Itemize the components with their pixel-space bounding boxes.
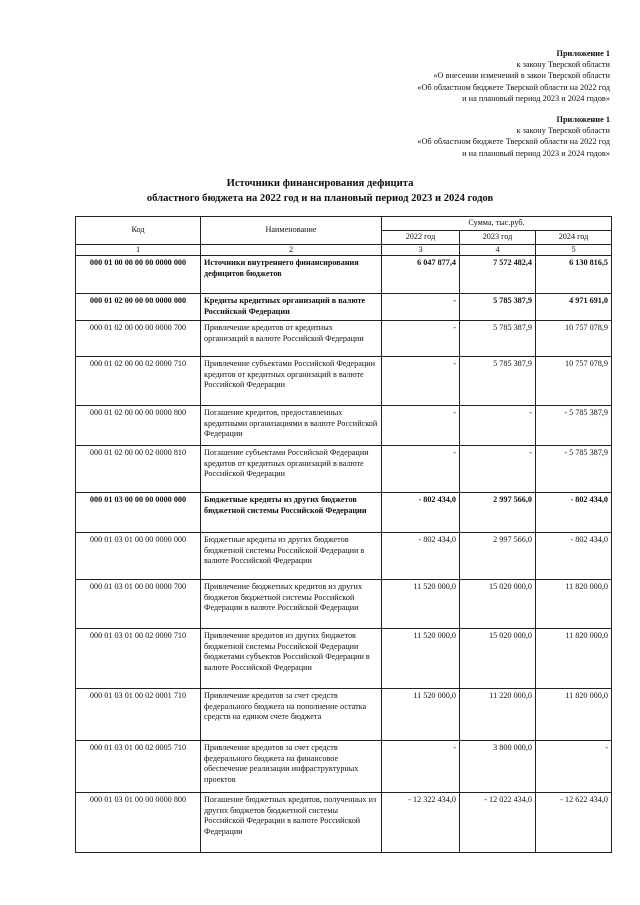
table-row <box>76 320 612 356</box>
column-number: 2 <box>201 244 382 255</box>
row-value-2023: 2 997 566,0 <box>460 492 536 532</box>
row-value-2023: 2 997 566,0 <box>460 532 536 579</box>
document-title-line-2: областного бюджета на 2022 год и на плановый период 2023 и 2024 годов <box>146 193 494 204</box>
row-name: Привлечение кредитов от кредитных организаций в валюте Российской Федерации <box>201 320 382 356</box>
column-number: 4 <box>460 244 536 255</box>
row-name: Погашение кредитов, предоставленных кредитными организациями в валюте Российской Федерации <box>201 405 382 445</box>
row-value-2022: - <box>382 445 460 492</box>
appendix-title: Приложение 1 <box>556 49 610 58</box>
row-value-2024: - 802 434,0 <box>536 492 612 532</box>
appendix-line: к закону Тверской области <box>516 60 610 70</box>
row-name: Погашение бюджетных кредитов, полученных из других бюджетов бюджетной системы Российской Федерации в валюте Российской Федерации <box>201 792 382 852</box>
table-row <box>76 792 612 852</box>
row-value-2023: 5 785 387,9 <box>460 320 536 356</box>
row-name: Привлечение кредитов за счет средств федерального бюджета на пополнение остатка средств на едином счете бюджета <box>201 688 382 740</box>
row-value-2023: 3 800 000,0 <box>460 740 536 792</box>
table-row <box>76 356 612 405</box>
appendix-line: «Об областном бюджете Тверской области на 2022 год <box>417 137 610 147</box>
header-code: Код <box>76 217 201 245</box>
header-2022: 2022 год <box>382 230 460 244</box>
row-value-2022: - 12 322 434,0 <box>382 792 460 852</box>
row-code: 000 01 02 00 00 02 0000 810 <box>76 445 201 492</box>
appendix-line: и на плановый период 2023 и 2024 годов» <box>462 93 610 103</box>
table-row <box>76 293 612 320</box>
header-sum: Сумма, тыс.руб. <box>382 217 612 231</box>
row-value-2024: 6 130 816,5 <box>536 255 612 293</box>
row-value-2022: 11 520 000,0 <box>382 579 460 628</box>
appendix-line: и на плановый период 2023 и 2024 годов» <box>462 148 610 158</box>
header-2023: 2023 год <box>460 230 536 244</box>
row-code: 000 01 03 00 00 00 0000 000 <box>76 492 201 532</box>
row-value-2024: 11 820 000,0 <box>536 688 612 740</box>
row-value-2024: - 12 622 434,0 <box>536 792 612 852</box>
row-value-2024: 10 757 078,9 <box>536 320 612 356</box>
row-code: 000 01 03 01 00 00 0000 800 <box>76 792 201 852</box>
row-value-2023: 5 785 387,9 <box>460 293 536 320</box>
row-value-2023: - <box>460 445 536 492</box>
row-value-2022: - <box>382 405 460 445</box>
row-value-2022: 11 520 000,0 <box>382 688 460 740</box>
row-name: Привлечение субъектами Российской Федерации кредитов от кредитных организаций в валюте Российской Федерации <box>201 356 382 405</box>
table-row <box>76 579 612 628</box>
row-code: 000 01 03 01 00 02 0005 710 <box>76 740 201 792</box>
document-title-line-1: Источники финансирования дефицита <box>226 178 414 189</box>
row-value-2024: - 802 434,0 <box>536 532 612 579</box>
row-value-2023: 15 020 000,0 <box>460 628 536 688</box>
row-value-2023: 7 572 482,4 <box>460 255 536 293</box>
row-name: Бюджетные кредиты из других бюджетов бюджетной системы Российской Федерации <box>201 492 382 532</box>
row-name: Погашение субъектами Российской Федерации кредитов от кредитных организаций в валюте Российской Федерации <box>201 445 382 492</box>
row-value-2022: - <box>382 293 460 320</box>
row-value-2024: 11 820 000,0 <box>536 579 612 628</box>
table-row <box>76 688 612 740</box>
column-number: 5 <box>536 244 612 255</box>
table-row <box>76 492 612 532</box>
row-code: 000 01 03 01 00 00 0000 000 <box>76 532 201 579</box>
row-code: 000 01 02 00 00 00 0000 800 <box>76 405 201 445</box>
appendix-line: «О внесении изменений в закон Тверской области <box>433 71 610 81</box>
row-value-2023: 5 785 387,9 <box>460 356 536 405</box>
row-value-2023: - <box>460 405 536 445</box>
appendix-line: к закону Тверской области <box>516 126 610 136</box>
row-code: 000 01 03 01 00 02 0000 710 <box>76 628 201 688</box>
row-name: Кредиты кредитных организаций в валюте Российской Федерации <box>201 293 382 320</box>
table-row <box>76 628 612 688</box>
header-name: Наименование <box>201 217 382 245</box>
row-value-2022: - 802 434,0 <box>382 492 460 532</box>
row-name: Привлечение кредитов за счет средств федерального бюджета на финансовое обеспечение реализации инфраструктурных проектов <box>201 740 382 792</box>
appendix-line: «Об областном бюджете Тверской области на 2022 год <box>417 82 610 92</box>
appendix-header-amended <box>417 48 610 104</box>
document-title <box>0 176 640 206</box>
row-value-2022: 6 047 877,4 <box>382 255 460 293</box>
row-name: Привлечение кредитов из других бюджетов бюджетной системы Российской Федерации бюджетами субъектов Российской Федерации в валюте Российской Федерации <box>201 628 382 688</box>
row-value-2022: - <box>382 740 460 792</box>
row-code: 000 01 02 00 00 00 0000 000 <box>76 293 201 320</box>
row-value-2022: - <box>382 320 460 356</box>
row-name: Привлечение бюджетных кредитов из других бюджетов бюджетной системы Российской Федерации в валюте Российской Федерации <box>201 579 382 628</box>
column-number: 1 <box>76 244 201 255</box>
row-value-2022: - 802 434,0 <box>382 532 460 579</box>
row-value-2024: - 5 785 387,9 <box>536 445 612 492</box>
table-body <box>76 255 612 852</box>
row-code: 000 01 02 00 00 02 0000 710 <box>76 356 201 405</box>
financing-sources-table <box>75 216 612 853</box>
row-code: 000 01 03 01 00 00 0000 700 <box>76 579 201 628</box>
row-value-2022: 11 520 000,0 <box>382 628 460 688</box>
row-value-2023: 11 220 000,0 <box>460 688 536 740</box>
table-row <box>76 740 612 792</box>
table-row <box>76 255 612 293</box>
row-value-2023: - 12 022 434,0 <box>460 792 536 852</box>
row-value-2024: 4 971 691,0 <box>536 293 612 320</box>
column-number: 3 <box>382 244 460 255</box>
row-value-2022: - <box>382 356 460 405</box>
row-value-2024: - <box>536 740 612 792</box>
table-row <box>76 532 612 579</box>
row-code: 000 01 02 00 00 00 0000 700 <box>76 320 201 356</box>
row-code: 000 01 00 00 00 00 0000 000 <box>76 255 201 293</box>
row-name: Бюджетные кредиты из других бюджетов бюджетной системы Российской Федерации в валюте Российской Федерации <box>201 532 382 579</box>
header-2024: 2024 год <box>536 230 612 244</box>
appendix-title: Приложение 1 <box>556 115 610 124</box>
row-name: Источники внутреннего финансирования дефицитов бюджетов <box>201 255 382 293</box>
row-value-2024: 11 820 000,0 <box>536 628 612 688</box>
table-row <box>76 405 612 445</box>
row-code: 000 01 03 01 00 02 0001 710 <box>76 688 201 740</box>
row-value-2024: 10 757 078,9 <box>536 356 612 405</box>
row-value-2024: - 5 785 387,9 <box>536 405 612 445</box>
appendix-header-original <box>417 114 610 159</box>
row-value-2023: 15 020 000,0 <box>460 579 536 628</box>
table-row <box>76 445 612 492</box>
